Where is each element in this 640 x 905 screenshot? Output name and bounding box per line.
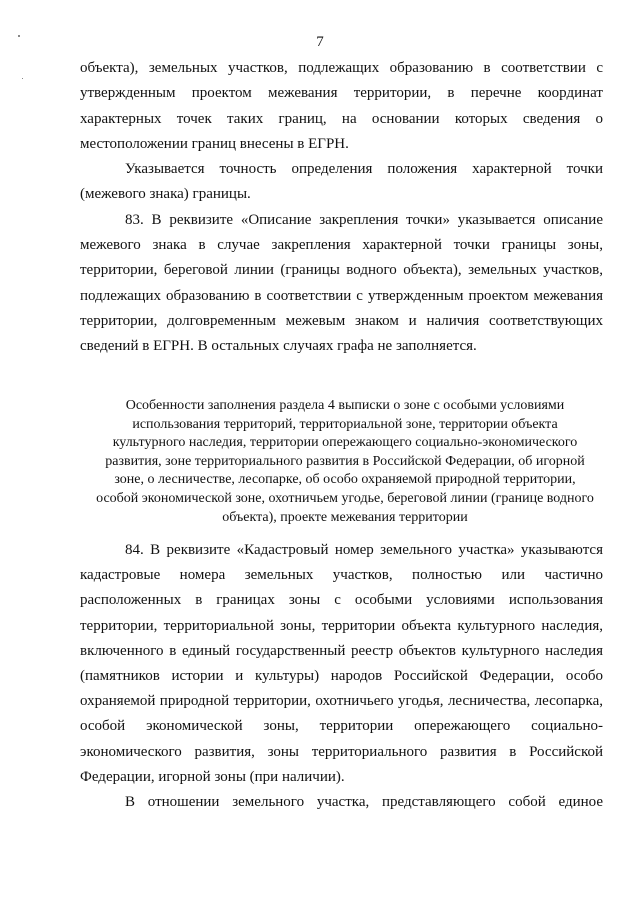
paragraph-2: Указывается точность определения положения характерной точки (межевого знака) границы. [80,161,603,203]
page-number: 7 [316,34,324,50]
paragraphs-bottom [80,538,603,815]
section-heading: Особенности заполнения раздела 4 выписки о зоне с особыми условиями использования территорий, территориальной зоне, территории объекта культурного наследия, территории опережающего социально-экономического развития, зоне территориального развития в Российской Федерации, об игорной зоне, о лесничестве, лесопарке, об особо охраняемой природной территории, особой экономической зоне, охотничьем угодье, береговой линии (границе водного объекта), проекте межевания территории [96,398,594,525]
paragraph-continuation: В отношении земельного участка, представляющего собой единое [125,794,603,811]
scan-mark [22,78,23,79]
paragraph-83: 83. В реквизите «Описание закрепления точки» указывается описание межевого знака в случае закрепления характерной точки границы зоны, территории, береговой линии (границы водного объекта), земельных участков, подлежащих образованию в соответствии с утвержденным проектом межевания территории, долговременным межевым знаком и наличия соответствующих сведений в ЕГРН. В остальных случаях графа не заполняется. [80,211,603,355]
paragraph-84: 84. В реквизите «Кадастровый номер земельного участка» указываются кадастровые номера земельных участков, полностью или частично расположенных в границах зоны с особыми условиями использования территории, территориальной зоны, территории объекта культурного наследия, включенного в единый государственный реестр объектов культурного наследия (памятников истории и культуры) народов Российской Федерации, особо охраняемой природной территории, охотничьего угодья, лесничества, лесопарка, особой экономической зоны, территории опережающего социально-экономического развития, зоны территориального развития в Российской Федерации, игорной зоны (при наличии). [80,542,603,785]
paragraph-1: объекта), земельных участков, подлежащих образованию в соответствии с утвержденным проектом межевания территории, в перечне координат характерных точек таких границ, на основании которых сведения о местоположении границ внесены в ЕГРН. [80,60,603,152]
paragraphs-top [80,56,603,360]
